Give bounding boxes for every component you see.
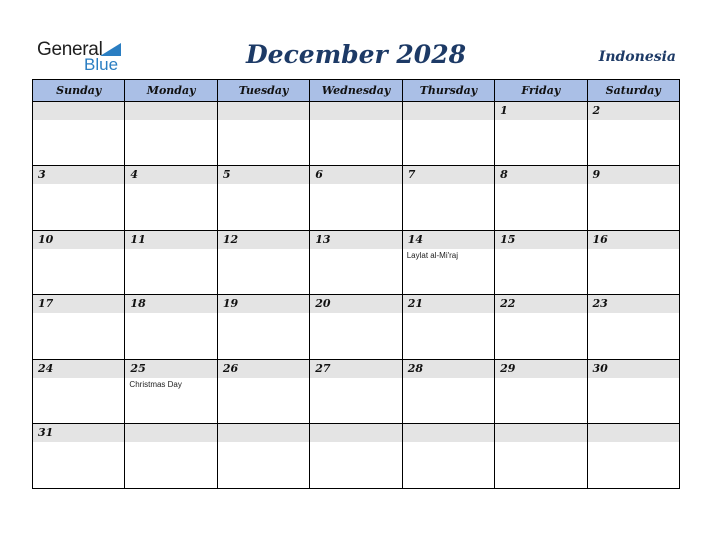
- weekday-header: Tuesday: [218, 80, 310, 101]
- weekday-header: Sunday: [33, 80, 125, 101]
- day-cell[interactable]: [495, 102, 587, 165]
- weekday-header: Monday: [125, 80, 217, 101]
- day-number: 14: [407, 232, 423, 246]
- date-band: [403, 102, 494, 120]
- date-band: [588, 166, 679, 184]
- day-cell[interactable]: [218, 424, 310, 488]
- weekday-header: Saturday: [605, 84, 661, 97]
- date-band: [588, 424, 679, 442]
- day-number: 18: [130, 297, 146, 311]
- week-row: [33, 424, 679, 488]
- day-number: 30: [592, 361, 608, 375]
- date-band: [588, 102, 679, 120]
- day-cell[interactable]: [588, 295, 679, 358]
- date-band: [310, 424, 401, 442]
- day-cell[interactable]: [403, 295, 495, 358]
- day-cell[interactable]: [495, 231, 587, 294]
- day-cell[interactable]: [310, 231, 402, 294]
- day-number: 9: [592, 168, 601, 182]
- date-band: [125, 102, 216, 120]
- holiday-label: Laylat al-Mi'raj: [406, 250, 459, 260]
- day-number: 12: [222, 232, 239, 246]
- day-cell[interactable]: [403, 102, 495, 165]
- day-number: 24: [38, 361, 54, 375]
- day-cell[interactable]: [588, 231, 679, 294]
- day-cell[interactable]: [403, 424, 495, 488]
- day-number: 15: [500, 232, 516, 246]
- day-number: 17: [38, 297, 54, 311]
- date-band: [310, 102, 401, 120]
- weekday-header: Wednesday: [310, 80, 402, 101]
- day-number: 19: [222, 297, 239, 311]
- day-cell[interactable]: [588, 166, 679, 229]
- day-cell[interactable]: [218, 231, 310, 294]
- day-cell[interactable]: [495, 360, 587, 423]
- date-band: [33, 102, 124, 120]
- day-number: 2: [592, 104, 601, 117]
- day-cell[interactable]: [310, 360, 402, 423]
- country-label: Indonesia: [598, 49, 676, 65]
- day-cell[interactable]: [125, 102, 217, 165]
- week-row: [33, 102, 679, 166]
- day-cell[interactable]: [33, 166, 125, 229]
- day-number: 28: [407, 361, 423, 375]
- day-cell[interactable]: [310, 424, 402, 488]
- day-cell[interactable]: [218, 166, 310, 229]
- logo-text-blue: Blue: [84, 55, 119, 74]
- day-cell[interactable]: [495, 166, 587, 229]
- day-cell[interactable]: [310, 102, 402, 165]
- day-cell[interactable]: [218, 102, 310, 165]
- day-cell[interactable]: [33, 231, 125, 294]
- weeks-container: [33, 102, 679, 488]
- date-band: [125, 424, 216, 442]
- day-cell[interactable]: [588, 424, 679, 488]
- week-row: [33, 295, 679, 359]
- day-number: 6: [315, 168, 323, 182]
- calendar-title: December 2028: [245, 40, 466, 69]
- day-number: 1: [500, 104, 508, 117]
- day-number: 22: [500, 297, 516, 311]
- day-number: 10: [38, 232, 54, 246]
- day-cell[interactable]: [218, 295, 310, 358]
- date-band: [403, 166, 494, 184]
- day-number: 8: [500, 168, 508, 182]
- day-cell[interactable]: [33, 102, 125, 165]
- date-band: [495, 102, 586, 120]
- day-cell[interactable]: [588, 360, 679, 423]
- day-cell[interactable]: [310, 295, 402, 358]
- day-cell[interactable]: [33, 295, 125, 358]
- day-cell[interactable]: [125, 231, 217, 294]
- day-number: 25: [130, 361, 146, 375]
- day-cell[interactable]: [403, 360, 495, 423]
- holiday-label: Christmas Day: [129, 379, 182, 389]
- day-cell[interactable]: [125, 360, 217, 423]
- day-cell[interactable]: [125, 166, 217, 229]
- day-cell[interactable]: [125, 424, 217, 488]
- day-number: 5: [222, 168, 231, 182]
- day-cell[interactable]: [403, 231, 495, 294]
- day-number: 7: [407, 168, 416, 182]
- day-number: 23: [592, 297, 608, 311]
- day-cell[interactable]: [495, 295, 587, 358]
- day-number: 16: [592, 232, 608, 246]
- day-number: 31: [38, 425, 54, 439]
- weekday-header-row: [33, 80, 679, 102]
- date-band: [403, 424, 494, 442]
- day-cell[interactable]: [218, 360, 310, 423]
- day-number: 20: [315, 297, 331, 311]
- week-row: [33, 231, 679, 295]
- weekday-header: Thursday: [403, 80, 495, 101]
- date-band: [495, 424, 586, 442]
- date-band: [218, 102, 309, 120]
- week-row: [33, 166, 679, 230]
- day-cell[interactable]: [588, 102, 679, 165]
- logo-text-general: General: [37, 39, 103, 60]
- weekday-header: Friday: [495, 80, 587, 101]
- date-band: [33, 166, 124, 184]
- day-number: 4: [130, 168, 139, 182]
- day-number: 29: [500, 361, 516, 375]
- day-number: 21: [407, 297, 423, 311]
- day-number: 26: [222, 361, 239, 375]
- date-band: [310, 166, 401, 184]
- day-number: 13: [315, 232, 331, 246]
- day-cell[interactable]: [33, 360, 125, 423]
- day-cell[interactable]: [403, 166, 495, 229]
- day-cell[interactable]: [310, 166, 402, 229]
- week-row: [33, 360, 679, 424]
- date-band: [218, 166, 309, 184]
- date-band: [495, 166, 586, 184]
- day-number: 11: [130, 232, 146, 246]
- day-number: 3: [38, 168, 46, 182]
- day-cell[interactable]: [125, 295, 217, 358]
- calendar-grid: [32, 79, 680, 489]
- day-cell[interactable]: [495, 424, 587, 488]
- date-band: [218, 424, 309, 442]
- day-cell[interactable]: [33, 424, 125, 488]
- day-number: 27: [315, 361, 331, 375]
- date-band: [125, 166, 216, 184]
